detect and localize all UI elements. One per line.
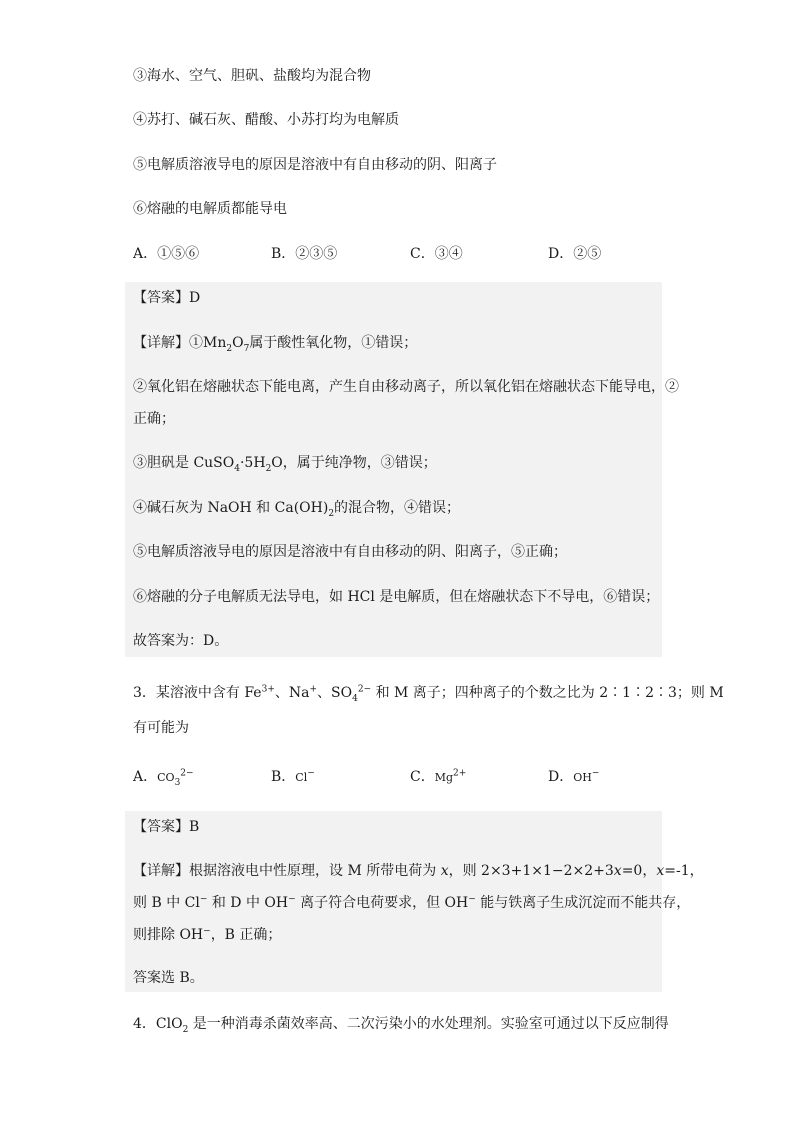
q2-detail-line-4: ③胆矾是 $CuSO_4\cdot 5H_2O$，属于纯净物，③错误； [133,455,437,474]
q2-detail-line-2: ②氧化铝在熔融状态下能电离，产生自由移动离子，所以氧化铝在熔融状态下能导电，② [133,379,679,395]
q2-statement-4: ④苏打、碱石灰、醋酸、小苏打均为电解质 [133,112,399,128]
q3-stem-line-2: 有可能为 [133,720,189,736]
q3-detail-line-4: 答案选 B。 [133,970,204,986]
q2-statement-5: ⑤电解质溶液导电的原因是溶液中有自由移动的阴、阳离子 [133,157,497,173]
q3-option-d: D．OH− [548,768,600,785]
q2-detail-line-5: ④碱石灰为 NaOH 和 $Ca(OH)_2$的混合物，④错误； [133,500,461,519]
q3-detail-line-3: 则排除 OH−，B 正确； [133,926,282,943]
q3-option-a: A．$CO_3^{2-}$ [133,768,194,788]
q3-detail-line-2: 则 B 中 Cl− 和 D 中 OH− 离子符合电荷要求，但 OH− 能与铁离子生成沉淀而不能共存， [133,894,691,911]
q2-detail-line-1: 【详解】$①Mn_2O_7$属于酸性氧化物，①错误； [133,335,418,354]
q3-stem-line-1: 3．某溶液中含有 $Fe^{3+}$、Na+、$SO_4^{2-}$ 和 M 离子；四种离子的个数之比为 2∶1∶2∶3；则 M [133,684,724,704]
q2-option-d: D．②⑤ [548,246,602,262]
q2-option-b: B．②③⑤ [271,246,338,262]
q2-detail-line-7: ⑥熔融的分子电解质无法导电，如 HCl 是电解质，但在熔融状态下不导电，⑥错误； [133,589,660,605]
q3-option-c: C．$Mg^{2+}$ [410,768,467,785]
q2-option-c: C．③④ [410,246,463,262]
q2-statement-3: ③海水、空气、胆矾、盐酸均为混合物 [133,68,371,84]
q3-option-b: B．Cl− [271,768,315,785]
q2-detail-line-6: ⑤电解质溶液导电的原因是溶液中有自由移动的阴、阳离子，⑤正确； [133,544,567,560]
q2-answer: 【答案】D [133,290,201,306]
q3-detail-line-1: 【详解】根据溶液电中性原理，设 M 所带电荷为 x，则 2×3+1×1−2×2+3x=0，x=-1， [133,863,704,879]
q2-detail-line-8: 故答案为：D。 [133,633,229,649]
q2-statement-6: ⑥熔融的电解质都能导电 [133,201,287,217]
q2-detail-line-3: 正确； [133,411,175,427]
q4-stem-line-1: 4．ClO$_2$ 是一种消毒杀菌效率高、二次污染小的水处理剂。实验室可通过以下反应制得 [133,1016,669,1035]
q3-answer: 【答案】B [133,819,200,835]
q2-option-a: A．①⑤⑥ [133,246,200,262]
